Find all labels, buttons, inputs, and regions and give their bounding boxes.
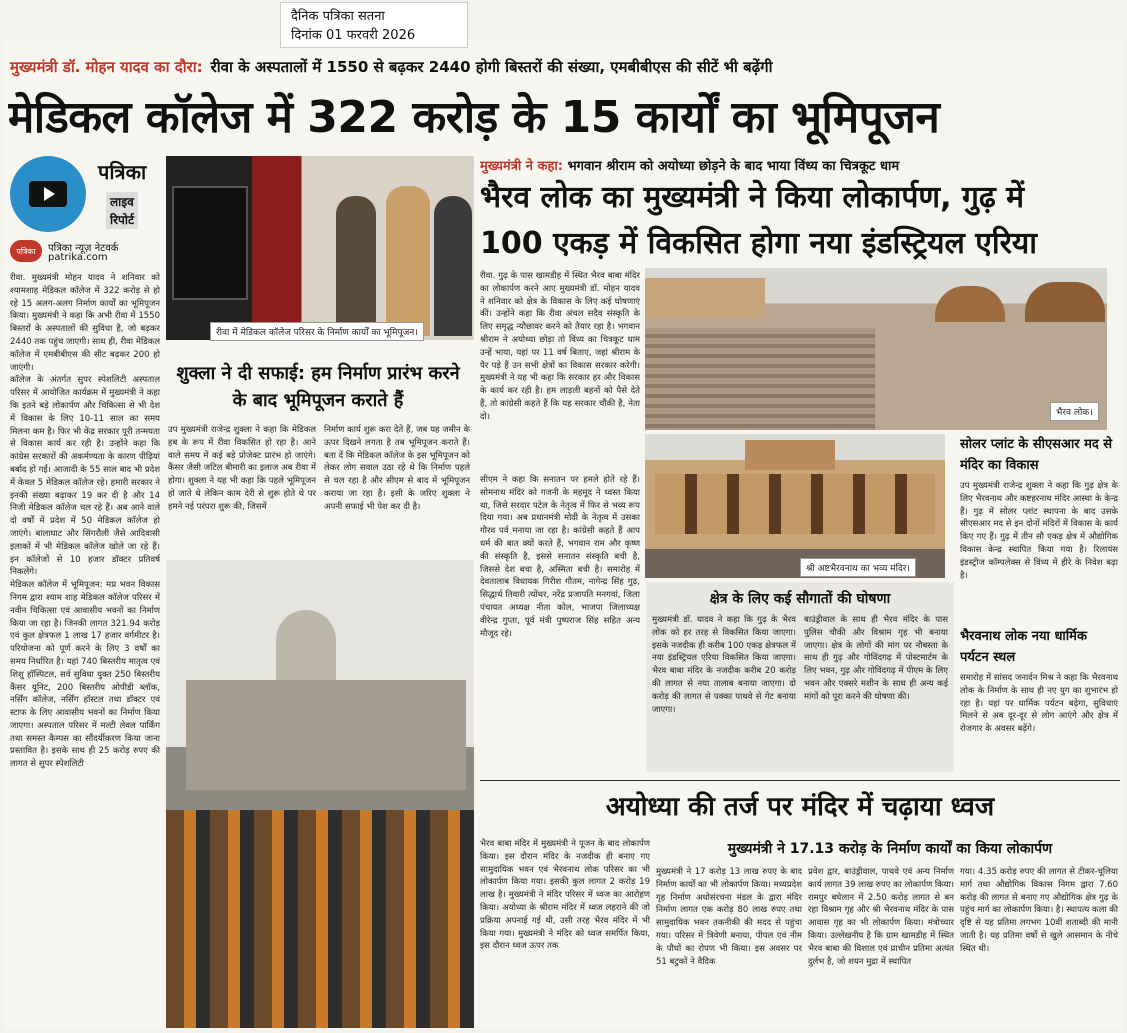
- ayodhya-subheading: मुख्यमंत्री ने 17.13 करोड़ के निर्माण कार्यों का किया लोकार्पण: [727, 841, 1053, 857]
- ayodhya-col-3: प्रवेश द्वार, बाउंड्रीवाल, पाथवे एवं अन्य निर्माण कार्य लागत 39 लाख रुपए का लोकार्पण किया। रामपुर बघेलान में 2.50 करोड़ लागत से बन रहा विश्राम गृह और श्री भैरवनाथ मंदिर के पास आवास गृह का भी लोकार्पण किया। मंत्रोच्चार किया। उल्लेखनीय है कि ग्राम खामडीह में स्थित भैरव बाबा की विशाल एवं प्राचीन प्रतिमा अत्यंत दुर्लभ है, जो शयन मुद्रा में स्थापित: [808, 867, 954, 967]
- temple-top: [745, 440, 835, 470]
- bhairav-kicker-red: मुख्यमंत्री ने कहा:: [480, 159, 563, 174]
- live-label: लाइव: [106, 192, 138, 211]
- shukla-col-1: उप मुख्यमंत्री राजेन्द्र शुक्ला ने कहा कि मेडिकल हब के रूप में रीवा विकसित हो रहा है। आने वाले समय में कई बड़े प्रोजेक्ट प्रारंभ हो जाएंगे। कैंसर जैसी जटिल बीमारी का इलाज अब रीवा में होगा। शुक्ला ने यह भी कहा कि पहले भूमिपूजन हो जाते थे लेकिन काम देरी से शुरू होते थे पर हमने नई परंपरा शुरू की, जिसमें: [168, 425, 316, 512]
- ayodhya-col-2: मुख्यमंत्री ने 17 करोड़ 13 लाख रुपए के बाद निर्माण कार्यों का भी लोकार्पण किया। मध्यप्रदेश गृह निर्माण अधोसंरचना मंडल के द्वारा मंदिर निर्माण लागत एक करोड़ 80 लाख रुपए तथा सामुदायिक भवन तकनीकी की मदद से पहुंचा गया। परिसर में त्रिवेणी बनाया, पीपल एवं नीम के पौधों का रोपण भी किया। इस अवसर पर 51 बटुकों ने वैदिक: [656, 867, 802, 967]
- news-network: पत्रिका न्यूज़ नेटवर्क: [48, 243, 119, 254]
- main-headline: मेडिकल कॉलेज में 322 करोड़ के 15 कार्यों का भूमिपूजन: [8, 92, 940, 143]
- photo2-caption: भैरव लोक।: [1050, 402, 1099, 421]
- pavilion-2: [1025, 282, 1105, 322]
- solar-text: उप मुख्यमंत्री राजेन्द्र शुक्ला ने कहा कि गुढ़ क्षेत्र के लिए भैरवनाथ और कष्टहरनाथ मंदिर आस्था के केन्द्र हैं। गुढ़ में सोलर प्लांट स्थापना के बाद उसके सीएसआर मद से इन दोनों मंदिरों में विकास के कार्य किए गए हैं। गुढ़ में तीन सौ एकड़ क्षेत्र में औद्योगिक विकास केन्द्र स्थापित किया गया है। रिलायंस इंडस्ट्रीज कॉम्पलेक्स से विंध्य में हीरे के निवेश बढ़ा है।: [960, 481, 1118, 581]
- bhumipujan-photo: [166, 156, 474, 340]
- ayodhya-col-1: भैरव बाबा मंदिर में मुख्यमंत्री ने पूजन के बाद लोकार्पण किया। इस दौरान मंदिर के नजदीक ही बनाए गए सामुदायिक भवन एवं भैरवनाथ लोक परिसर का भी लोकार्पण किया गया। इसकी कुल लागत 2 करोड़ 19 लाख है। मुख्यमंत्री ने मंदिर परिसर में ध्वज का आरोहण किया। अयोध्या के श्रीराम मंदिर में ध्वज लहराने की जो प्रक्रिया अपनाई गई थी, उसी तरह भैरव मंदिर में भी किया गया। मुख्यमंत्री ने मंदिर को ध्वज समर्पित किया, इस दौरान ध्वज ऊपर तक: [480, 839, 650, 952]
- photo3-caption: श्री अष्टभैरवनाथ का भव्य मंदिर।: [800, 558, 916, 577]
- person-shape-3: [434, 196, 472, 336]
- temple-windows: [655, 474, 935, 534]
- publication-name: दैनिक पत्रिका सतना: [291, 9, 385, 24]
- person-shape-2: [386, 186, 430, 336]
- ayodhya-col-4: गया। 4.35 करोड़ रुपए की लागत से टीकर-चूलिया मार्ग तथा औद्योगिक विकास निगम द्वारा 7.60 करोड़ की लागत से बनाए गए औद्योगिक क्षेत्र गुढ़ के पहुंच मार्ग का लोकार्पण किया। है। स्थापत्य कला की दृष्टि से यह प्रतिमा लगभग 10वीं शताब्दी की मानी जाती है। यह प्रतिमा वर्षों से खुले आसमान के नीचे स्थित थी।: [960, 867, 1118, 954]
- publication-date: दिनांक 01 फरवरी 2026: [291, 28, 416, 43]
- bhairav-headline-line1: भैरव लोक का मुख्यमंत्री ने किया लोकार्पण, गुढ़ में: [480, 180, 1025, 215]
- temple-dome: [276, 610, 336, 680]
- photo1-caption: रीवा में मेडिकल कॉलेज परिसर के निर्माण कार्यों का भूमिपूजन।: [210, 322, 424, 341]
- bhairav-col-2: सीएम ने कहा कि सनातन पर हमले होते रहे हैं। सोमनाथ मंदिर को गजनी के महमूद ने ध्वस्त किया था, जिसे सरदार पटेल के नेतृत्व में फिर से भव्य रूप दिया गया। अब प्रधानमंत्री मोदी के नेतृत्व में उसका गौरव पर्व मनाया जा रहा है। कांग्रेसी कहते हैं आप धर्म की बात क्यों करते हैं, भगवान राम और कृष्ण की संस्कृति है, इससे सनातन संस्कृति बची है, जिससे देश बचा है, अस्मिता बची है। समारोह में देवतालाब विधायक गिरीश गौतम, नागेन्द्र सिंह गुढ़, सिद्धार्थ तिवारी त्योंथर, नरेंद्र प्रजापति मनगवां, जिला पंचायत अध्यक्ष नीता कोल, भाजपा जिलाध्यक्ष वीरेन्द्र गुप्ता, पूर्व मंत्री पुष्पराज सिंह सहित अन्य मौजूद रहे।: [480, 475, 640, 639]
- saugat-col-2: बाउंड्रीवाल के साथ ही भैरव मंदिर के पास पुलिस चौकी और विश्राम गृह भी बनाया जाएगा। क्षेत्र के लोगों की मांग पर नौबस्ता के साथ ही गुढ़ और गोविंदगढ़ में पोस्टमार्टम के लिए भवन, गुढ़ और गोविंदगढ़ में पीएम के लिए भवन और एक्सरे मशीन के साथ ही अन्य कई मांगों को पूरा करने की घोषणा की।: [804, 615, 948, 702]
- solar-heading-2: भैरवनाथ लोक नया धार्मिक पर्यटन स्थल: [960, 629, 1087, 665]
- live-brand: पत्रिका: [98, 160, 147, 184]
- temple-photo: [645, 434, 945, 578]
- dateline-box: [280, 2, 468, 48]
- section-divider: [480, 780, 1120, 781]
- shukla-heading: शुक्ला ने दी सफाई: हम निर्माण प्रारंभ करने के बाद भूमिपूजन कराते हैं: [176, 363, 460, 411]
- top-kicker-text: रीवा के अस्पतालों में 1550 से बढ़कर 2440 होगी बिस्तरों की संख्या, एमबीबीएस की सीटें भी बढ़ेंगी: [210, 58, 773, 76]
- distant-building: [645, 278, 765, 318]
- person-shape-1: [336, 196, 376, 336]
- solar-text-2: समारोह में सांसद जनार्दन मिश्र ने कहा कि भैरवनाथ लोक के निर्माण के साथ ही नए युग का शुभारंभ हो रहा है। यहां पर धार्मिक पर्यटन बढ़ेगा, सुविधाएं मिलने से अब दूर-दूर से लोग आएंगे और क्षेत्र में रोजगार के अवसर बढ़ेंगे।: [960, 673, 1118, 735]
- steps: [645, 328, 875, 430]
- left-article-column: [10, 272, 160, 1027]
- patrika-badge: पत्रिका: [10, 240, 42, 262]
- left-para-1: रीवा. मुख्यमंत्री मोहन यादव ने शनिवार को श्यामशाह मेडिकल कॉलेज में 322 करोड़ से हो रहे 15 अलग-अलग निर्माण कार्यों का भूमिपूजन किया। मुख्यमंत्री ने कहा कि अभी रीवा में 1550 बिस्तरों के अस्पतालों की सुविधा है, जो बढ़कर 2440 तक पहुंच जाएगी। साथ ही, रीवा मेडिकल कॉलेज में एमबीबीएस की सीट बढ़कर 200 हो जाएंगी।: [10, 273, 160, 373]
- pavilion-1: [935, 286, 1005, 322]
- live-logo: [10, 156, 86, 232]
- bhairav-lok-photo: [645, 268, 1107, 430]
- bhairav-headline-line2: 100 एकड़ में विकसित होगा नया इंडस्ट्रियल एरिया: [480, 226, 1038, 261]
- report-label: रिपोर्ट: [106, 210, 138, 229]
- play-icon: [29, 181, 67, 207]
- saugat-heading: क्षेत्र के लिए कई सौगातों की घोषणा: [709, 591, 891, 607]
- solar-heading: सोलर प्लांट के सीएसआर मद से मंदिर का विकास: [960, 437, 1113, 473]
- top-kicker-red: मुख्यमंत्री डॉ. मोहन यादव का दौरा:: [10, 58, 203, 76]
- temple-building: [186, 680, 466, 790]
- left-para-2: कॉलेज के अंतर्गत सुपर स्पेशलिटी अस्पताल परिसर में आयोजित कार्यक्रम में मुख्यमंत्री ने कहा कि इतने बड़े लोकार्पण और चिकित्सा से भी देश में विकास के लिए 10-11 साल का समय मिलना कम है। फिर भी केंद्र सरकार पूरी तन्मयता से विकास कार्य कर रही है। उन्होंने कहा कि कांग्रेस सरकारों की अकर्मण्यता के कारण पीढ़ियां बर्बाद हो गईं। आजादी के 55 साल बाद भी प्रदेश में केवल 5 मेडिकल कॉलेज रहे। हमारी सरकार ने इनकी संख्या बढ़ाकर 19 कर दी है और 14 निजी मेडिकल कॉलेज चल रहे हैं। अब आने वाले दो वर्षों में प्रदेश में 50 मेडिकल कॉलेज हो जाएंगे। बालाघाट और सिंगरौली जैसे आदिवासी इलाकों में भी मेडिकल कॉलेज खोले जा रहे हैं। इन कॉलेजों से 10 हजार डॉक्टर प्रतिवर्ष निकलेंगे।: [10, 375, 160, 578]
- ayodhya-heading: अयोध्या की तर्ज पर मंदिर में चढ़ाया ध्वज: [605, 792, 995, 822]
- temple-crowd-photo: [166, 560, 474, 1028]
- bhairav-col-1: रीवा. गुढ़ के पास खामडीह में स्थित भैरव बाबा मंदिर का लोकार्पण करने आए मुख्यमंत्री डॉ. मोहन यादव ने शनिवार को क्षेत्र के विकास के लिए कई घोषणाएं कीं। उन्होंने कहा कि रीवा अंचल सदैव संस्कृति के लिए समृद्ध न्यौछावर करने को तैयार रहा है। भगवान श्रीराम ने अयोध्या छोड़ा तो विंध्य का चित्रकूट धाम उन्हें भाया, यहां पर 11 वर्ष बिताए, जहां श्रीराम के पैर पड़े हैं उन सभी क्षेत्रों का विकास सरकार करेगी। मुख्यमंत्री ने यह भी कहा कि सरकार हर और विकास के कार्य कर रही है। हम लाड़ली बहनों को पैसे देते हैं, तो कांग्रेसी कहते हैं कि यह सरकार चौंकी है, नेता दो।: [480, 271, 640, 422]
- site-link: patrika.com: [48, 252, 108, 263]
- bhairav-kicker: [480, 156, 1120, 176]
- top-kicker: [0, 52, 1127, 82]
- live-report-block: [10, 156, 160, 266]
- crowd: [166, 810, 474, 1028]
- plaque-shape: [172, 186, 248, 300]
- shukla-col-2: निर्माण कार्य शुरू करा देते हैं, जब यह जमीन के ऊपर दिखने लगता है तब भूमिपूजन कराते हैं। बता दें कि मेडिकल कॉलेज के इस भूमिपूजन को लेकर लोग सवाल उठा रहे थे कि निर्माण पहले से चल रहा है और सीएम से बाद में भूमिपूजन कराया जा रहा है। इसी के जरिए शुक्ला ने अपनी सफाई भी पेश कर दी है।: [324, 425, 470, 512]
- saugat-col-1: मुख्यमंत्री डॉ. यादव ने कहा कि गुढ़ के भैरव लोक को हर तरह से विकसित किया जाएगा। इसके नजदीक ही करीब 100 एकड़ क्षेत्रफल में नया इंडस्ट्रियल एरिया विकसित किया जाएगा। भैरव बाबा मंदिर के नजदीक करीब 20 करोड़ की लागत से नया तालाब बनाया जाएगा। दो करोड़ की लागत से पक्का पाथवे से गेट बनाया जाएगा।: [652, 615, 796, 715]
- left-para-3: मेडिकल कॉलेज में भूमिपूजन: मप्र भवन विकास निगम द्वारा श्याम शाह मेडिकल कॉलेज परिसर में नवीन चिकित्सा एवं आवासीय भवनों का निर्माण किया जा रहा है। जिनकी लागत 321.94 करोड़ एवं कुल क्षेत्रफल 1 लाख 17 हजार वर्गमीटर है। परियोजना को पूर्ण करने के लिए 3 वर्षों का समय निर्धारित है। यहां 740 बिस्तरीय मातृत्व एवं शिशु हॉस्पिटल, सर्व सुविधा युक्त 250 बिस्तरीय कैंसर यूनिट, 200 बिस्तरीय ओपीडी ब्लॉक, नर्सिंग कॉलेज, नर्सिंग हॉस्टल तथा डॉक्टर एवं स्टाफ के लिए आवासीय भवनों का निर्माण किया जाएगा। अस्पताल परिसर में मल्टी लेवल पार्किंग तथा समस्त कैम्पस का सौंदर्यीकरण किया जाना प्रस्तावित है। इसके साथ ही 25 करोड़ रुपए की लागत से सुपर स्पेशलिटी: [10, 580, 160, 770]
- bhairav-kicker-text: भगवान श्रीराम को अयोध्या छोड़ने के बाद भाया विंध्य का चित्रकूट धाम: [567, 159, 900, 174]
